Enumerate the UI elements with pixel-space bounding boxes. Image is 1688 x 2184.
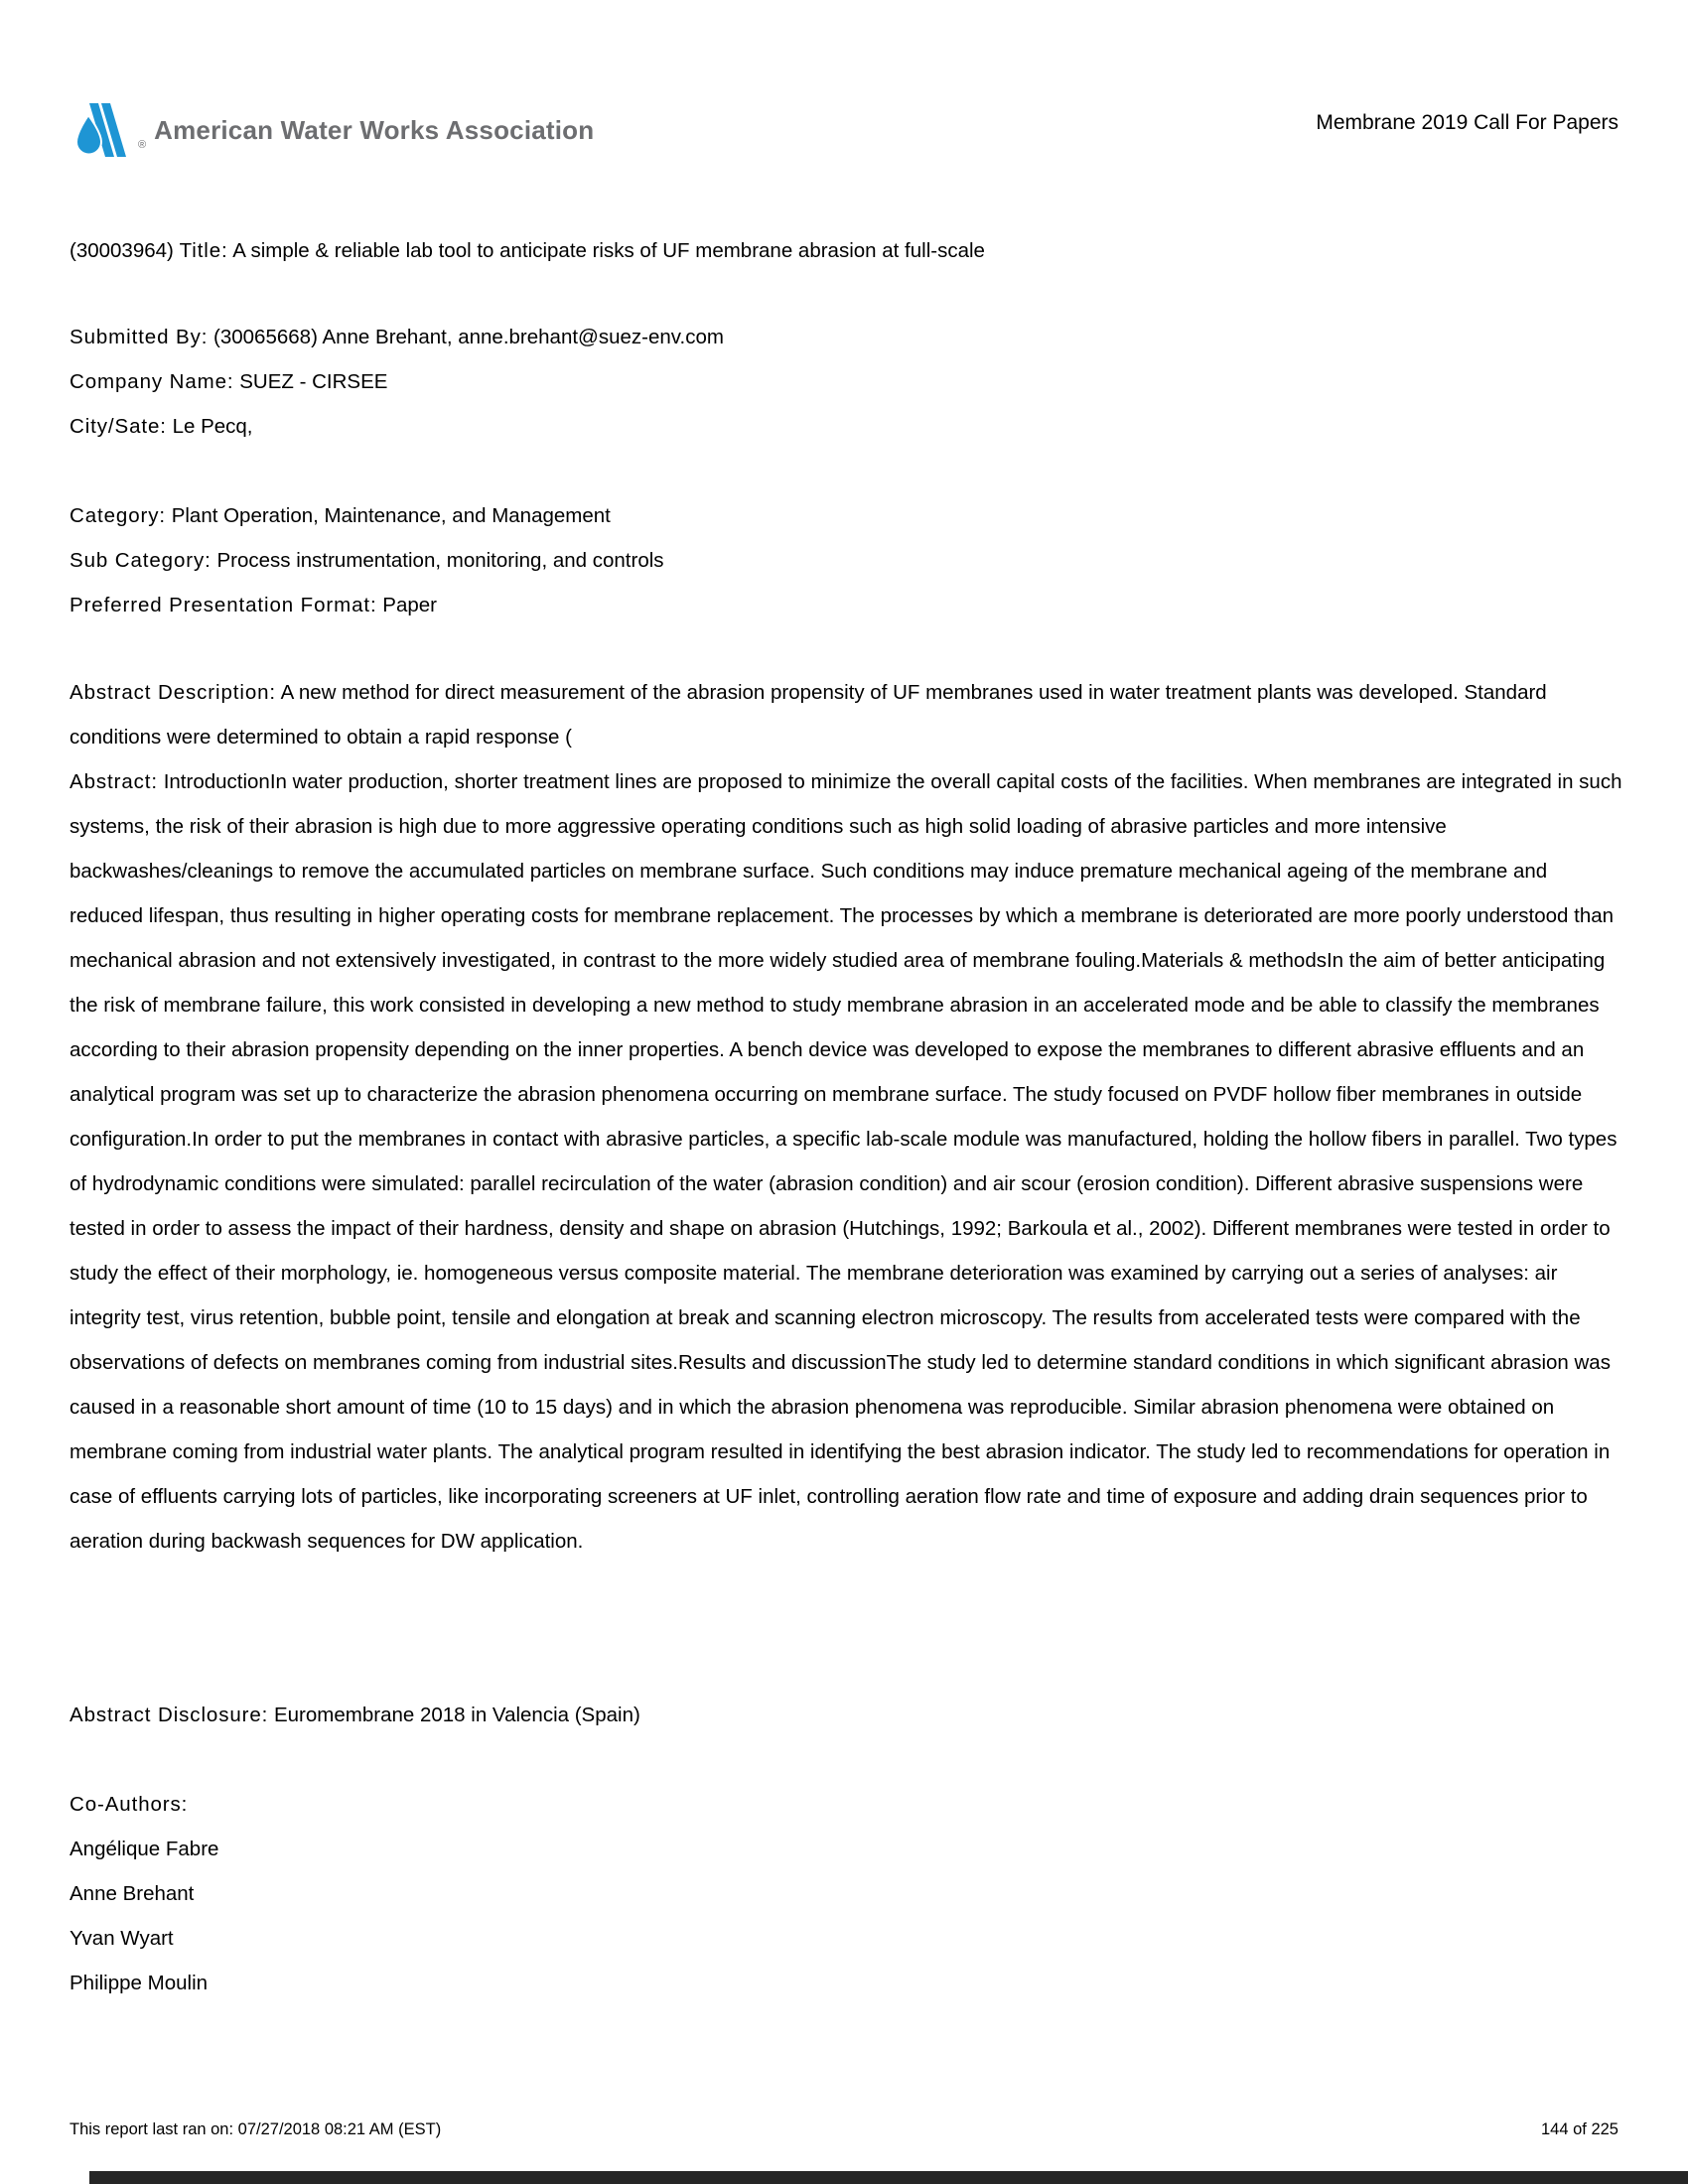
coauthor-name: Anne Brehant [70, 1882, 195, 1905]
sub-category-line [70, 538, 1623, 583]
abstract-description-label: Abstract Description: [70, 681, 277, 704]
city-line [70, 404, 1623, 449]
report-title: Membrane 2019 Call For Papers [1316, 111, 1618, 134]
disclosure-line [70, 1693, 1623, 1737]
viewer-bottom-bar [89, 2171, 1688, 2184]
submission-id: (30003964) [70, 239, 174, 262]
abstract-paragraph [70, 759, 1624, 1564]
company-line [70, 359, 1623, 404]
format-label: Preferred Presentation Format: [70, 594, 377, 616]
abstract-text: IntroductionIn water production, shorter treatment lines are proposed to minimize the overall capital costs of the facilities. When membranes are integrated in such systems, the risk of their abrasion is high due to more aggressive operating conditions such as high solid loading of abrasive particles and more intensive backwashes/cleanings to remove the accumulated particles on membrane surface. Such conditions may induce premature mechanical ageing of the membrane and reduced lifespan, thus resulting in higher operating costs for membrane replacement. The processes by which a membrane is deteriorated are more poorly understood than mechanical abrasion and not extensively investigated, in contrast to the more widely studied area of membrane fouling.Materials & methodsIn the aim of better anticipating the risk of membrane failure, this work consisted in developing a new method to study membrane abrasion in an accelerated mode and be able to classify the membranes according to their abrasion propensity depending on the inner properties. A bench device was developed to expose the membranes to different abrasive effluents and an analytical program was set up to characterize the abrasion phenomena occurring on membrane surface. The study focused on PVDF hollow fiber membranes in outside configuration.In order to put the membranes in contact with abrasive particles, a specific lab-scale module was manufactured, holding the hollow fibers in parallel. Two types of hydrodynamic conditions were simulated: parallel recirculation of the water (abrasion condition) and air scour (erosion condition). Different abrasive suspensions were tested in order to assess the impact of their hardness, density and shape on abrasion (Hutchings, 1992; Barkoula et al., 2002). Different membranes were tested in order to study the effect of their morphology, ie. homogeneous versus composite material. The membrane deterioration was examined by carrying out a series of analyses: air integrity test, virus retention, bubble point, tensile and elongation at break and scanning electron microscopy. The results from accelerated tests were compared with the observations of defects on membranes coming from industrial sites.Results and discussionThe study led to determine standard conditions in which significant abrasion was caused in a reasonable short amount of time (10 to 15 days) and in which the abrasion phenomena was reproducible. Similar abrasion phenomena were obtained on membrane coming from industrial water plants. The analytical program resulted in identifying the best abrasion indicator. The study led to recommendations for operation in case of effluents carrying lots of particles, like incorporating screeners at UF inlet, controlling aeration flow rate and time of exposure and adding drain sequences prior to aeration during backwash sequences for DW application. [70, 770, 1622, 1553]
awwa-logo [74, 103, 594, 157]
coauthor-name: Angélique Fabre [70, 1838, 219, 1860]
title-value: A simple & reliable lab tool to anticipate risks of UF membrane abrasion at full-scale [232, 239, 985, 262]
abstract-label: Abstract: [70, 770, 158, 793]
report-last-run: This report last ran on: 07/27/2018 08:21 AM (EST) [70, 2120, 442, 2138]
submitted-by-line [70, 315, 1623, 359]
category-value: Plant Operation, Maintenance, and Management [171, 504, 611, 527]
title-label: Title: [179, 239, 228, 262]
city-value: Le Pecq, [172, 415, 253, 438]
submission-title-line [70, 228, 1623, 273]
abstract-description-text: A new method for direct measurement of the abrasion propensity of UF membranes used in water treatment plants was developed. Standard conditions were determined to obtain a rapid response ( [70, 681, 1547, 749]
brand-name: American Water Works Association [154, 114, 595, 145]
disclosure-value: Euromembrane 2018 in Valencia (Spain) [273, 1704, 640, 1726]
disclosure-label: Abstract Disclosure: [70, 1704, 269, 1726]
company-label: Company Name: [70, 370, 234, 393]
abstract-description-paragraph [70, 670, 1624, 759]
category-label: Category: [70, 504, 166, 527]
submitted-by-value: (30065668) Anne Brehant, anne.brehant@suez-env.com [213, 326, 724, 348]
sub-category-label: Sub Category: [70, 549, 211, 572]
coauthor-name: Yvan Wyart [70, 1927, 174, 1950]
format-value: Paper [382, 594, 437, 616]
coauthor-name: Philippe Moulin [70, 1972, 209, 1994]
format-line [70, 583, 1623, 627]
submitted-by-label: Submitted By: [70, 326, 209, 348]
page-indicator: 144 of 225 [1541, 2120, 1618, 2138]
coauthors-label: Co-Authors: [70, 1793, 189, 1816]
company-value: SUEZ - CIRSEE [239, 370, 388, 393]
category-line [70, 493, 1623, 538]
sub-category-value: Process instrumentation, monitoring, and controls [216, 549, 664, 572]
abstract-section [70, 670, 1624, 1564]
city-label: City/Sate: [70, 415, 167, 438]
registered-trademark: ® [138, 139, 147, 151]
water-drop-icon [74, 103, 136, 157]
